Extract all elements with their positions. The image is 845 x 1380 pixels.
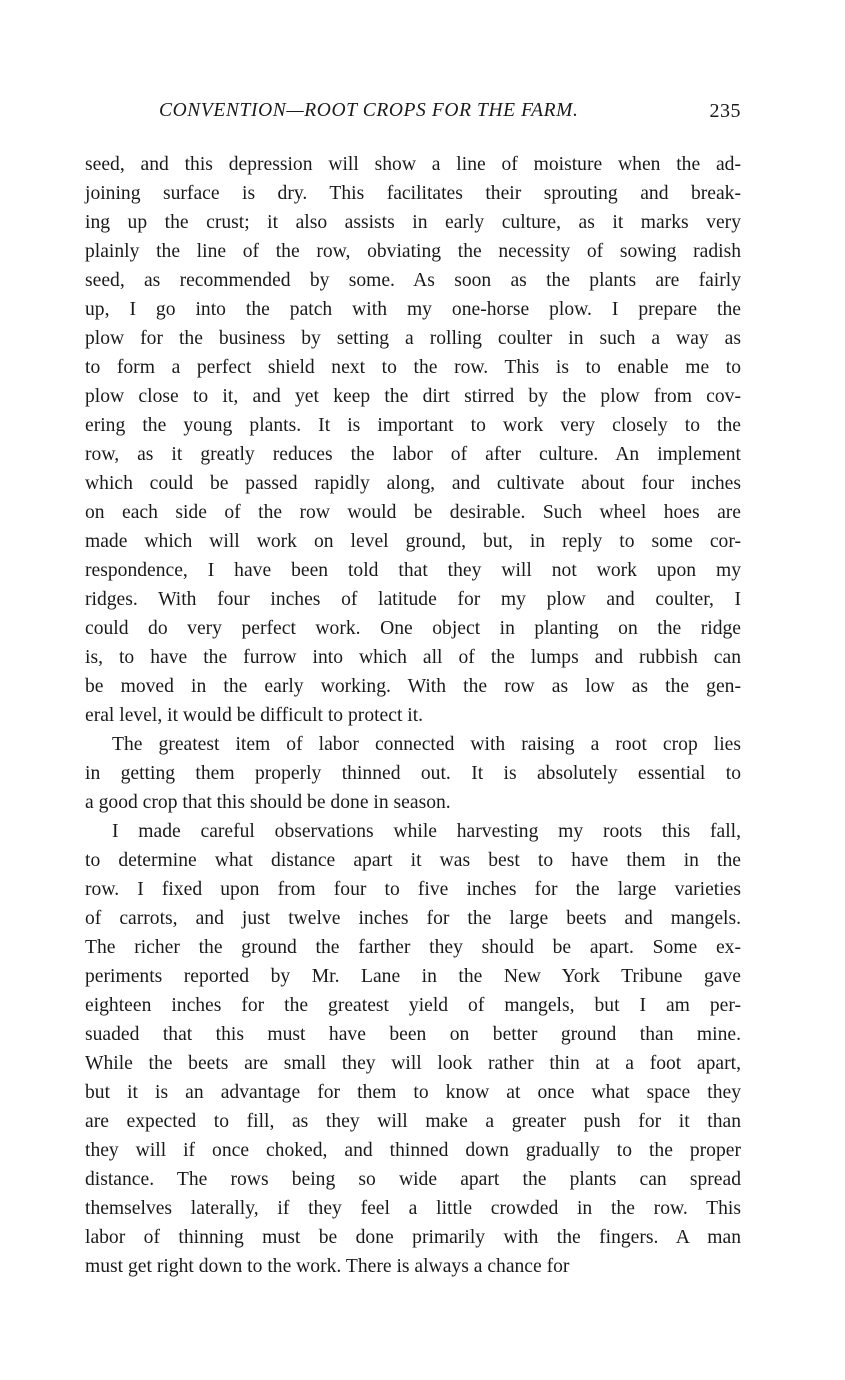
text-line: distance. The rows being so wide apart the plants can spread: [85, 1169, 741, 1190]
text-line: eral level, it would be difficult to protect it.: [85, 705, 424, 726]
text-line: a good crop that this should be done in season.: [85, 792, 451, 813]
text-line: made which will work on level ground, but, in reply to some cor-: [85, 531, 741, 552]
paragraph: [85, 730, 741, 817]
text-line: row, as it greatly reduces the labor of after culture. An implement: [85, 444, 741, 465]
text-line: respondence, I have been told that they will not work upon my: [85, 560, 741, 581]
text-line: plow for the business by setting a rolling coulter in such a way as: [85, 328, 741, 349]
text-line: plainly the line of the row, obviating the necessity of sowing radish: [85, 241, 741, 262]
text-line: eighteen inches for the greatest yield of mangels, but I am per-: [85, 995, 741, 1016]
text-line: up, I go into the patch with my one-horse plow. I prepare the: [85, 299, 741, 320]
text-line: themselves laterally, if they feel a little crowded in the row. This: [85, 1198, 741, 1219]
text-line: but it is an advantage for them to know at once what space they: [85, 1082, 741, 1103]
text-line: labor of thinning must be done primarily with the fingers. A man: [85, 1227, 741, 1248]
text-line: ridges. With four inches of latitude for my plow and coulter, I: [85, 589, 741, 610]
text-line: of carrots, and just twelve inches for the large beets and mangels.: [85, 908, 741, 929]
text-line: joining surface is dry. This facilitates their sprouting and break-: [85, 183, 741, 204]
running-title: CONVENTION—ROOT CROPS FOR THE FARM.: [159, 100, 579, 121]
text-line: suaded that this must have been on better ground than mine.: [85, 1024, 741, 1045]
text-line: periments reported by Mr. Lane in the New York Tribune gave: [85, 966, 741, 987]
text-line: are expected to fill, as they will make a greater push for it than: [85, 1111, 741, 1132]
paragraph: [85, 817, 741, 1281]
text-line: which could be passed rapidly along, and cultivate about four inches: [85, 473, 741, 494]
body-text: [85, 150, 741, 1281]
text-line: row. I fixed upon from four to five inches for the large varieties: [85, 879, 741, 900]
text-line: plow close to it, and yet keep the dirt stirred by the plow from cov-: [85, 386, 741, 407]
running-header: [85, 96, 741, 126]
text-line: to form a perfect shield next to the row. This is to enable me to: [85, 357, 741, 378]
text-line: could do very perfect work. One object in planting on the ridge: [85, 618, 741, 639]
text-line: ing up the crust; it also assists in early culture, as it marks very: [85, 212, 741, 233]
book-page: [85, 96, 741, 1281]
text-line: must get right down to the work. There is always a chance for: [85, 1256, 570, 1277]
text-line: be moved in the early working. With the row as low as the gen-: [85, 676, 741, 697]
text-line: seed, and this depression will show a line of moisture when the ad-: [85, 154, 741, 175]
text-line: is, to have the furrow into which all of the lumps and rubbish can: [85, 647, 741, 668]
text-line: seed, as recommended by some. As soon as the plants are fairly: [85, 270, 741, 291]
text-line: they will if once choked, and thinned down gradually to the proper: [85, 1140, 741, 1161]
text-line: The greatest item of labor connected with raising a root crop lies: [112, 734, 741, 755]
text-line: While the beets are small they will look rather thin at a foot apart,: [85, 1053, 741, 1074]
text-line: ering the young plants. It is important to work very closely to the: [85, 415, 741, 436]
text-line: I made careful observations while harvesting my roots this fall,: [112, 821, 741, 842]
page-number: 235: [709, 100, 741, 122]
text-line: The richer the ground the farther they should be apart. Some ex-: [85, 937, 741, 958]
paragraph: [85, 150, 741, 730]
text-line: in getting them properly thinned out. It is absolutely essential to: [85, 763, 741, 784]
text-line: on each side of the row would be desirable. Such wheel hoes are: [85, 502, 741, 523]
text-line: to determine what distance apart it was best to have them in the: [85, 850, 741, 871]
